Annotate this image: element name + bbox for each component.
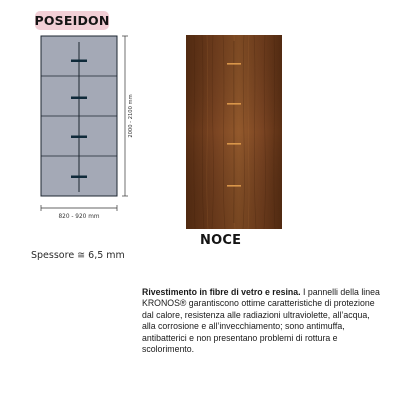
door-dimension-diagram xyxy=(36,34,136,224)
product-description xyxy=(142,287,380,355)
product-name: POSEIDON xyxy=(34,13,110,28)
description-lead: Rivestimento in fibre di vetro e resina. xyxy=(142,287,301,297)
thickness-spec: Spessore ≅ 6,5 mm xyxy=(31,250,125,261)
door-finish-image xyxy=(186,35,282,229)
inlay-accent xyxy=(227,143,241,145)
height-label: 2000 - 2100 mm xyxy=(128,94,134,138)
bar-handle-icon xyxy=(71,136,87,139)
bar-handle-icon xyxy=(71,176,87,179)
bar-handle-icon xyxy=(71,97,87,100)
inlay-accent xyxy=(227,103,241,105)
bar-handle-icon xyxy=(71,60,87,63)
inlay-accent xyxy=(227,185,241,187)
finish-name: NOCE xyxy=(200,233,242,248)
width-label: 820 - 920 mm xyxy=(58,214,100,220)
description-body: I pannelli della linea KRONOS® garantiscono ottime caratteristiche di protezione dal calore, resistenza alle radiazioni ultraviolette, all’acqua, alla corrosione e all’invecchiamento; sono antimuffa, antibatterici e non presentano problemi di rottura e scolorimento. xyxy=(142,287,380,355)
inlay-accent xyxy=(227,63,241,65)
product-title-badge xyxy=(35,11,109,30)
